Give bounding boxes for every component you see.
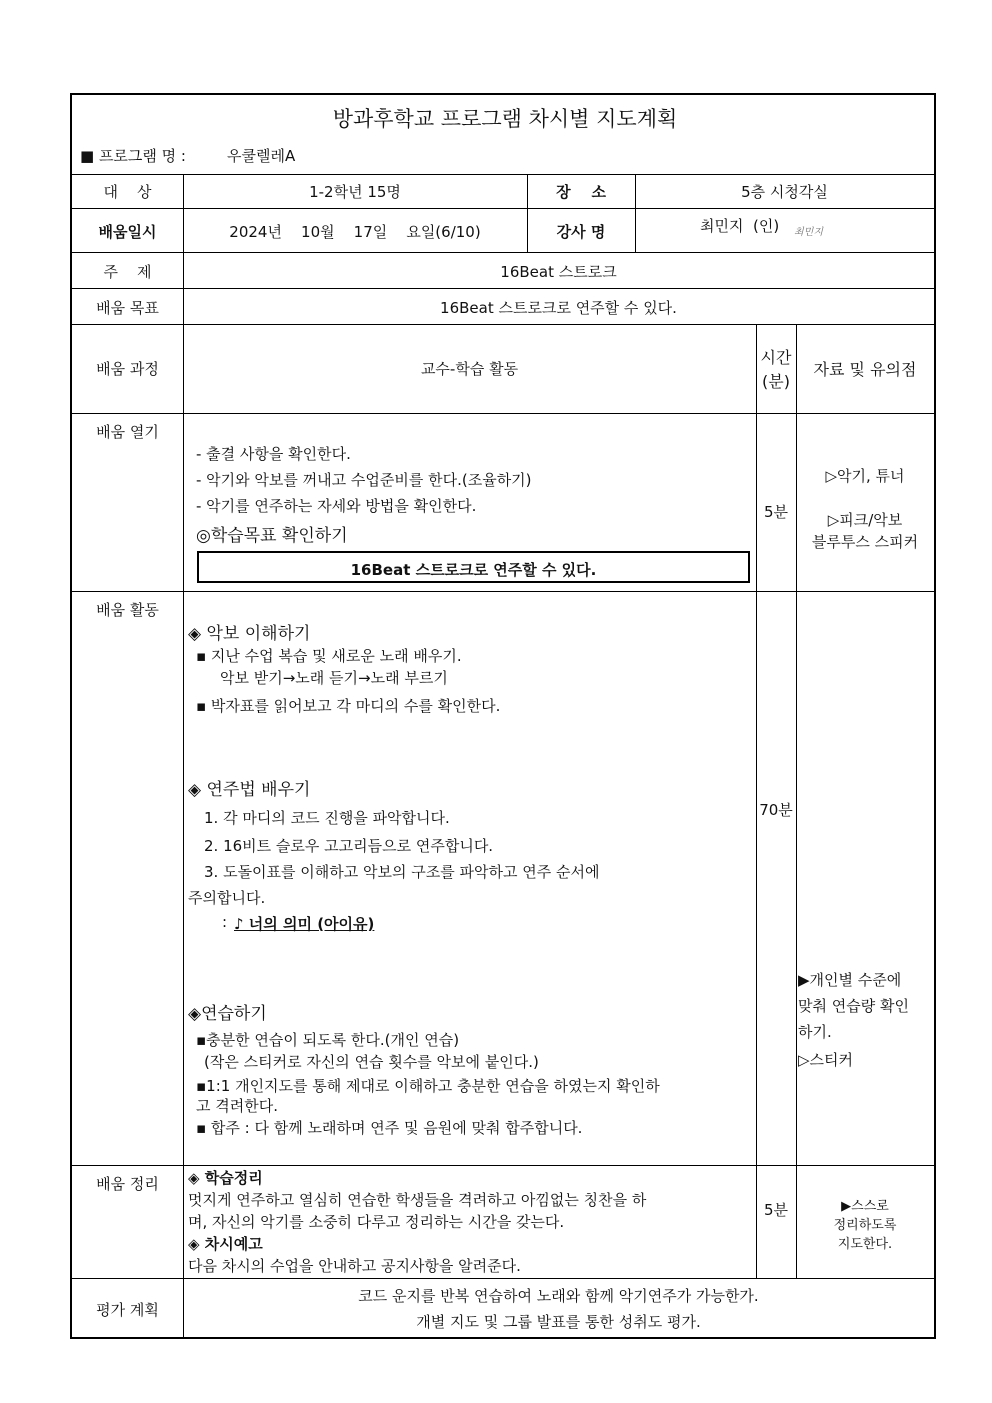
closing-text-2: 다음 차시의 수업을 안내하고 공지사항을 알려준다. <box>188 1257 521 1275</box>
activity-section3-item2: ▪1:1 개인지도를 통해 제대로 이해하고 충분한 연습을 하였는지 확인하 <box>196 1077 660 1095</box>
opening-goal-heading: ◎학습목표 확인하기 <box>196 526 348 546</box>
teacher-signature: 최민지 <box>794 227 823 238</box>
program-label: ■ 프로그램 명 : <box>80 147 186 165</box>
activity-time: 70분 <box>759 801 793 819</box>
activity-materials-4: ▷스티커 <box>798 1051 854 1069</box>
header-time-line1: 시간 <box>760 348 792 367</box>
place-value: 5층 시청각실 <box>741 183 828 201</box>
teacher-value: 최민지 (인) <box>700 217 780 235</box>
header-activity: 교수-학습 활동 <box>420 360 519 378</box>
activity-section2-item3: 3. 도돌이표를 이해하고 악보의 구조를 파악하고 연주 순서에 <box>204 863 600 881</box>
closing-label: 배움 정리 <box>96 1175 159 1193</box>
evaluation-line-2: 개별 지도 및 그룹 발표를 통한 성취도 평가. <box>416 1313 701 1331</box>
closing-materials-2: 정리하도록 <box>833 1218 897 1233</box>
teacher-label: 강사 명 <box>556 223 606 241</box>
date-value: 2024년 10월 17일 요일(6/10) <box>229 223 481 241</box>
closing-materials-3: 지도한다. <box>837 1237 893 1252</box>
activity-section2-item3b: 주의합니다. <box>188 889 266 907</box>
closing-time: 5분 <box>763 1201 789 1219</box>
opening-label: 배움 열기 <box>96 423 159 441</box>
activity-section2-item1: 1. 각 마디의 코드 진행을 파악합니다. <box>204 809 450 827</box>
activity-materials-1: ▶개인별 수준에 <box>798 971 902 989</box>
topic-label: 주 제 <box>103 263 152 281</box>
activity-section1-item1: ▪ 지난 수업 복습 및 새로운 노래 배우기. <box>196 647 462 665</box>
song-prefix: : <box>222 913 228 931</box>
header-time-line2: (분) <box>762 372 790 391</box>
lesson-plan-table <box>70 93 936 1339</box>
opening-materials-1: ▷악기, 튜너 <box>825 467 905 485</box>
activity-label: 배움 활동 <box>96 601 159 619</box>
goal-value: 16Beat 스트로크로 연주할 수 있다. <box>440 299 677 317</box>
opening-item-3: - 악기를 연주하는 자세와 방법을 확인한다. <box>196 497 477 515</box>
activity-section3-item1b: (작은 스티커로 자신의 연습 횟수를 악보에 붙인다.) <box>204 1053 539 1071</box>
song-title: ♪ 너의 의미 (아이유) <box>234 915 375 933</box>
header-materials: 자료 및 유의점 <box>813 360 917 379</box>
closing-heading-2: ◈ 차시예고 <box>188 1235 263 1253</box>
activity-section3-heading: ◈연습하기 <box>188 1004 267 1024</box>
activity-section3-item1: ▪충분한 연습이 되도록 한다.(개인 연습) <box>196 1031 460 1049</box>
activity-materials-3: 하기. <box>798 1023 832 1041</box>
activity-section1-heading: ◈ 악보 이해하기 <box>188 624 311 644</box>
opening-goal-box-text: 16Beat 스트로크로 연주할 수 있다. <box>350 561 597 579</box>
closing-text-1: 멋지게 연주하고 열심히 연습한 학생들을 격려하고 아낌없는 칭찬을 하 <box>188 1191 647 1209</box>
closing-heading-1: ◈ 학습정리 <box>188 1169 263 1187</box>
goal-label: 배움 목표 <box>96 299 159 317</box>
opening-materials-3: 블루투스 스피커 <box>811 533 919 551</box>
opening-goal-box <box>197 551 750 583</box>
target-value: 1-2학년 15명 <box>309 183 401 201</box>
page-title: 방과후학교 프로그램 차시별 지도계획 <box>332 107 678 131</box>
activity-section1-item2: ▪ 박자표를 읽어보고 각 마디의 수를 확인한다. <box>196 697 501 715</box>
activity-section2-item2: 2. 16비트 슬로우 고고리듬으로 연주합니다. <box>204 837 494 855</box>
header-process: 배움 과정 <box>96 360 159 378</box>
target-label: 대 상 <box>103 183 152 201</box>
activity-section2-heading: ◈ 연주법 배우기 <box>188 780 311 800</box>
opening-item-2: - 악기와 악보를 꺼내고 수업준비를 한다.(조율하기) <box>196 471 532 489</box>
date-label: 배움일시 <box>98 223 157 241</box>
place-label: 장 소 <box>556 183 606 201</box>
evaluation-line-1: 코드 운지를 반복 연습하여 노래와 함께 악기연주가 가능한가. <box>358 1287 759 1305</box>
opening-item-1: - 출결 사항을 확인한다. <box>196 445 351 463</box>
program-name: 우쿨렐레A <box>227 147 296 165</box>
evaluation-label: 평가 계획 <box>96 1301 159 1319</box>
topic-value: 16Beat 스트로크 <box>500 263 617 281</box>
activity-materials-2: 맞춰 연습량 확인 <box>798 997 909 1015</box>
opening-materials-2: ▷피크/악보 <box>827 511 903 529</box>
activity-section3-item3: ▪ 합주 : 다 함께 노래하며 연주 및 음원에 맞춰 합주합니다. <box>196 1119 583 1137</box>
activity-section1-item1b: 악보 받기→노래 듣기→노래 부르기 <box>220 669 448 687</box>
activity-section3-item2b: 고 격려한다. <box>196 1097 278 1115</box>
opening-time: 5분 <box>763 503 789 521</box>
closing-text-1b: 며, 자신의 악기를 소중히 다루고 정리하는 시간을 갖는다. <box>188 1213 565 1231</box>
closing-materials-1: ▶스스로 <box>841 1199 889 1214</box>
